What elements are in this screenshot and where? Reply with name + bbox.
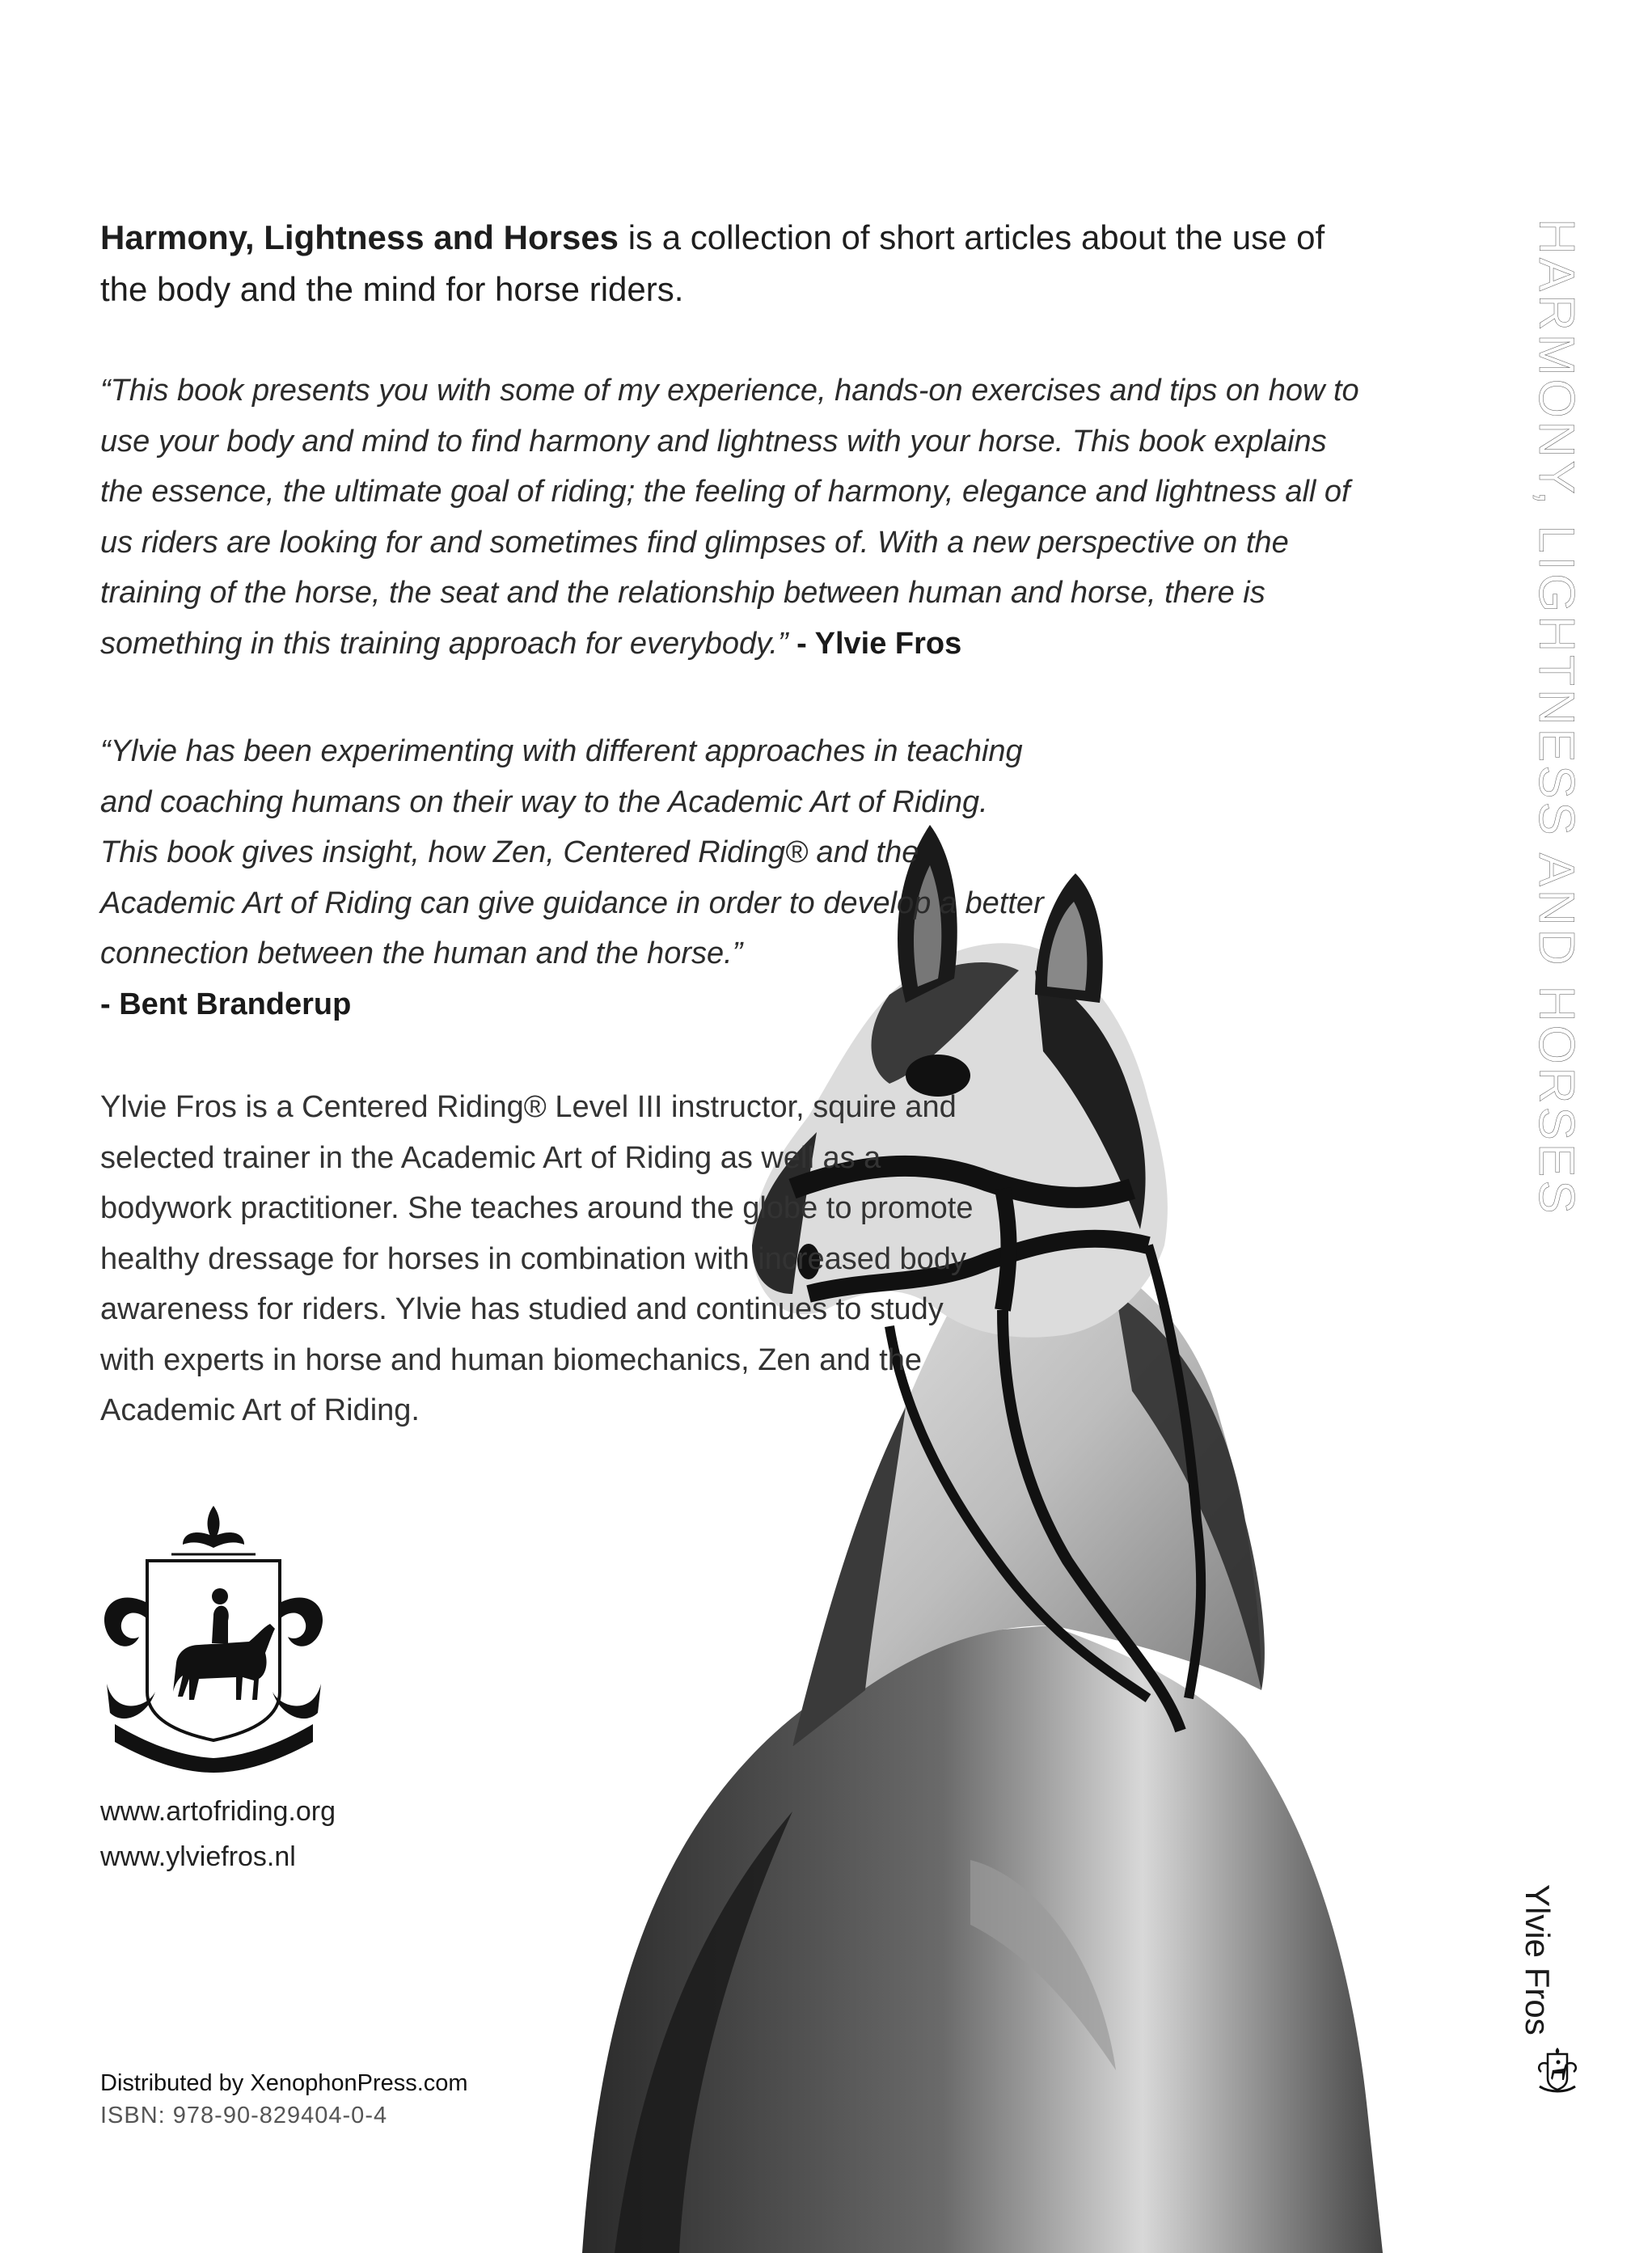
author-bio	[100, 1082, 1006, 1436]
intro-paragraph	[100, 212, 1362, 315]
author-quote-text: “This book presents you with some of my experience, hands-on exercises and tips on how to use your body and mind to find harmony and lightness with your horse. This book explains the essence, the ultimate goal of riding; the feeling of harmony, elegance and lightness all of us riders are looking for and sometimes find glimpses of. With a new perspective on the training of the horse, the seat and the relationship between human and horse, there is something in this training approach for everybody.”	[100, 374, 1359, 661]
author-quote-attribution: - Ylvie Fros	[788, 626, 962, 661]
isbn: ISBN: 978-90-829404-0-4	[100, 2103, 388, 2128]
spine-author: Ylvie Fros	[1519, 1884, 1557, 2035]
endorsement-attribution: - Bent Branderup	[100, 987, 352, 1021]
distribution-info	[100, 2067, 468, 2132]
intro-text: is a collection of short articles about the use of the body and the mind for horse riders.	[100, 218, 1325, 308]
website-links	[100, 1789, 336, 1879]
spine-title: HARMONY, LIGHTNESS AND HORSES	[1528, 218, 1584, 1217]
author-bio-text: Ylvie Fros is a Centered Riding® Level III instructor, squire and selected trainer in the Academic Art of Riding as well as a bodywork practitioner. She teaches around the globe to promote healthy dressage for horses in combination with increased body awareness for riders. Ylvie has studied and continues to study with experts in horse and human biomechanics, Zen and the Academic Art of Riding.	[100, 1090, 974, 1427]
distributor: Distributed by XenophonPress.com	[100, 2070, 468, 2096]
spine-crest-icon	[1536, 2046, 1578, 2096]
endorsement-quote	[100, 726, 1054, 1029]
link-ylviefros[interactable]: www.ylviefros.nl	[100, 1841, 296, 1872]
book-title: Harmony, Lightness and Horses	[100, 218, 619, 256]
author-quote	[100, 366, 1362, 669]
endorsement-quote-text: “Ylvie has been experimenting with different approaches in teaching and coaching humans on their way to the Academic Art of Riding. This book gives insight, how Zen, Centered Riding® and the Academic Art of Riding can give guidance in order to develop a better connection between the human and the horse.”	[100, 734, 1044, 970]
art-of-riding-crest-icon	[99, 1506, 329, 1773]
link-artofriding[interactable]: www.artofriding.org	[100, 1796, 336, 1827]
